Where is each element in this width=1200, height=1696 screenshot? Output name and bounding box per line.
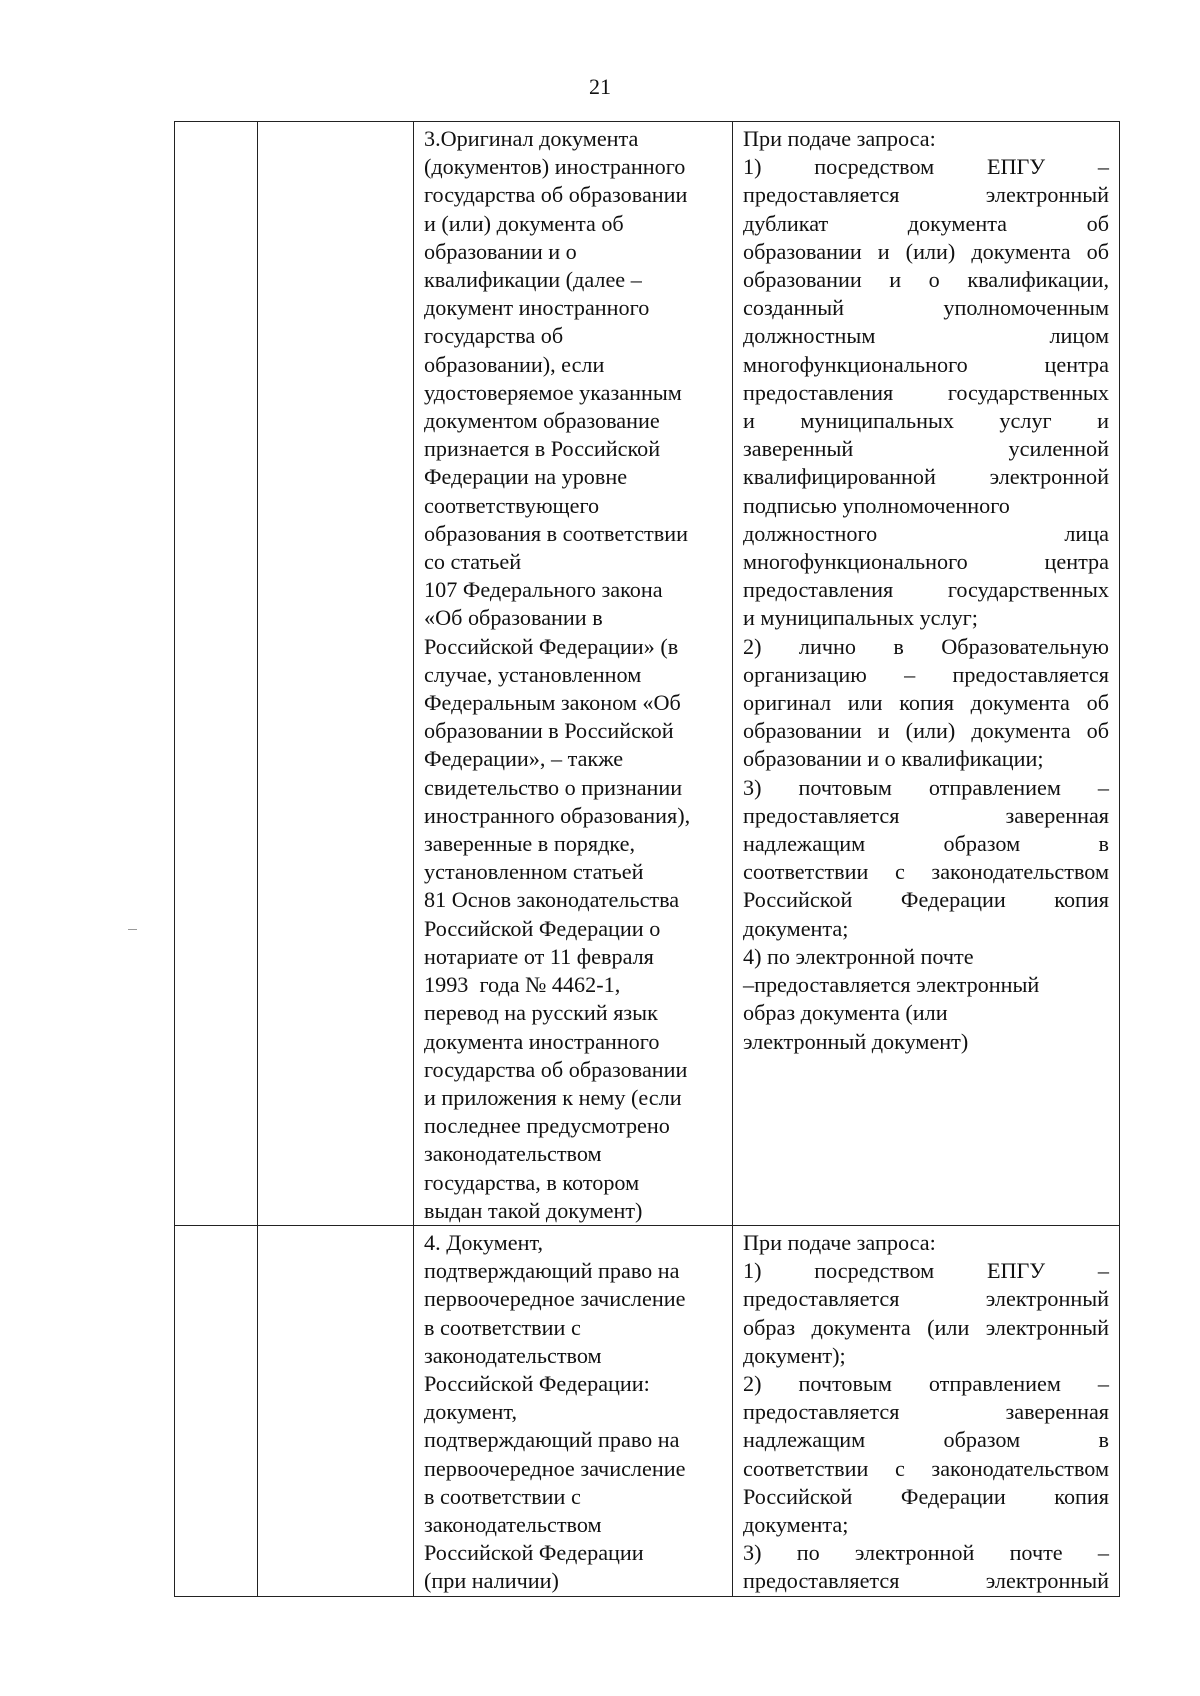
method-line: документ);: [743, 1342, 846, 1368]
empty-cell: [175, 122, 258, 1226]
method-line: Российской Федерации копия: [743, 887, 1109, 913]
table-row: [175, 122, 1120, 1226]
method-line: документа;: [743, 915, 849, 941]
document-line: выдан такой документ): [424, 1197, 643, 1223]
margin-mark: [128, 929, 137, 930]
document-line: (документов) иностранного: [424, 154, 686, 180]
method-line: При подаче запроса:: [743, 1229, 936, 1255]
empty-cell: [258, 122, 414, 1226]
method-line: соответствии с законодательством: [743, 859, 1109, 885]
method-line: 4) по электронной почте: [743, 943, 974, 969]
method-line: 3) почтовым отправлением –: [743, 774, 1109, 800]
document-line: случае, установленном: [424, 661, 642, 687]
document-line: государства об: [424, 323, 564, 349]
document-line: и приложения к нему (если: [424, 1084, 682, 1110]
method-line: предоставляется заверенная: [743, 1399, 1109, 1425]
document-line: первоочередное зачисление: [424, 1286, 686, 1312]
document-line: Российской Федерации» (в: [424, 633, 679, 659]
method-line: предоставления государственных: [743, 379, 1109, 405]
document-line: Федеральным законом «Об: [424, 690, 681, 716]
method-line: образовании и о квалификации;: [743, 746, 1044, 772]
document-line: (при наличии): [424, 1568, 559, 1594]
method-line: образ документа (или электронный: [743, 1314, 1109, 1340]
method-line: надлежащим образом в: [743, 831, 1109, 857]
document-line: перевод на русский язык: [424, 1000, 658, 1026]
method-line: оригинал или копия документа об: [743, 690, 1109, 716]
method-line: предоставляется электронный: [743, 1568, 1109, 1594]
page-number: 21: [589, 74, 611, 99]
method-line: предоставления государственных: [743, 577, 1109, 603]
empty-cell: [175, 1225, 258, 1596]
submission-method-text: [733, 1226, 1119, 1596]
method-line: образ документа (или: [743, 1000, 948, 1026]
document-line: образовании и о: [424, 238, 577, 264]
document-line: образовании), если: [424, 351, 605, 377]
method-line: многофункционального центра: [743, 549, 1109, 575]
submission-method-cell: [733, 122, 1120, 1226]
method-line: квалифицированной электронной: [743, 464, 1109, 490]
document-line: законодательством: [424, 1342, 602, 1368]
document-line: иностранного образования),: [424, 802, 691, 828]
document-line: в соответствии с: [424, 1483, 581, 1509]
document-line: и (или) документа об: [424, 210, 624, 236]
document-line: удостоверяемое указанным: [424, 379, 682, 405]
document-cell: [414, 122, 733, 1226]
document-line: 1993 года № 4462-1,: [424, 972, 621, 998]
document-line: документ,: [424, 1399, 517, 1425]
document-line: Российской Федерации о: [424, 915, 661, 941]
document-line: Российской Федерации: [424, 1540, 644, 1566]
method-line: должностным лицом: [743, 323, 1109, 349]
document-line: последнее предусмотрено: [424, 1113, 670, 1139]
document-line: документа иностранного: [424, 1028, 660, 1054]
document-line: Федерации на уровне: [424, 464, 628, 490]
method-line: и муниципальных услуг;: [743, 605, 978, 631]
method-line: предоставляется заверенная: [743, 802, 1109, 828]
document-line: нотариате от 11 февраля: [424, 943, 654, 969]
document-line: подтверждающий право на: [424, 1427, 680, 1453]
document-line: в соответствии с: [424, 1314, 581, 1340]
document-text: [414, 122, 732, 1225]
submission-method-text: [733, 122, 1119, 1056]
method-line: должностного лица: [743, 520, 1109, 546]
method-line: документа;: [743, 1511, 849, 1537]
method-line: предоставляется электронный: [743, 1286, 1109, 1312]
method-line: организацию – предоставляется: [743, 661, 1109, 687]
document-line: признается в Российской: [424, 436, 661, 462]
method-line: 2) почтовым отправлением –: [743, 1370, 1109, 1396]
documents-table: [174, 121, 1120, 1597]
method-line: соответствии с законодательством: [743, 1455, 1109, 1481]
method-line: образовании и (или) документа об: [743, 238, 1109, 264]
method-line: надлежащим образом в: [743, 1427, 1109, 1453]
method-line: образовании и (или) документа об: [743, 718, 1109, 744]
document-line: «Об образовании в: [424, 605, 603, 631]
document-line: законодательством: [424, 1141, 602, 1167]
document-line: 81 Основ законодательства: [424, 887, 680, 913]
document-line: установленном статьей: [424, 859, 644, 885]
method-line: многофункционального центра: [743, 351, 1109, 377]
method-line: 2) лично в Образовательную: [743, 633, 1109, 659]
empty-cell: [258, 1225, 414, 1596]
document-cell: [414, 1225, 733, 1596]
document-line: со статьей: [424, 549, 522, 575]
method-line: подписью уполномоченного: [743, 492, 1010, 518]
method-line: образовании и о квалификации,: [743, 267, 1109, 293]
document-line: заверенные в порядке,: [424, 831, 635, 857]
document-line: 4. Документ,: [424, 1229, 544, 1255]
document-line: квалификации (далее –: [424, 267, 642, 293]
method-line: и муниципальных услуг и: [743, 408, 1109, 434]
method-line: 1) посредством ЕПГУ –: [743, 1258, 1109, 1284]
method-line: созданный уполномоченным: [743, 295, 1109, 321]
table-row: [175, 1225, 1120, 1596]
document-line: государства об образовании: [424, 182, 688, 208]
document-line: образовании в Российской: [424, 718, 674, 744]
document-line: Российской Федерации:: [424, 1370, 650, 1396]
document-line: государства об образовании: [424, 1056, 688, 1082]
method-line: предоставляется электронный: [743, 182, 1109, 208]
document-line: соответствующего: [424, 492, 600, 518]
document-line: 107 Федерального закона: [424, 577, 663, 603]
document-line: 3.Оригинал документа: [424, 126, 639, 151]
document-line: документ иностранного: [424, 295, 650, 321]
document-line: образования в соответствии: [424, 520, 688, 546]
document-line: документом образование: [424, 408, 660, 434]
document-line: подтверждающий право на: [424, 1258, 680, 1284]
method-line: дубликат документа об: [743, 210, 1109, 236]
method-line: 1) посредством ЕПГУ –: [743, 154, 1109, 180]
document-text: [414, 1226, 732, 1596]
method-line: Российской Федерации копия: [743, 1483, 1109, 1509]
document-line: первоочередное зачисление: [424, 1455, 686, 1481]
method-line: электронный документ): [743, 1028, 969, 1054]
method-line: –предоставляется электронный: [743, 972, 1040, 998]
method-line: заверенный усиленной: [743, 436, 1109, 462]
method-line: При подаче запроса:: [743, 126, 936, 151]
document-line: свидетельство о признании: [424, 774, 683, 800]
document-line: законодательством: [424, 1511, 602, 1537]
submission-method-cell: [733, 1225, 1120, 1596]
document-line: Федерации», – также: [424, 746, 624, 772]
method-line: 3) по электронной почте –: [743, 1540, 1109, 1566]
document-line: государства, в котором: [424, 1169, 640, 1195]
